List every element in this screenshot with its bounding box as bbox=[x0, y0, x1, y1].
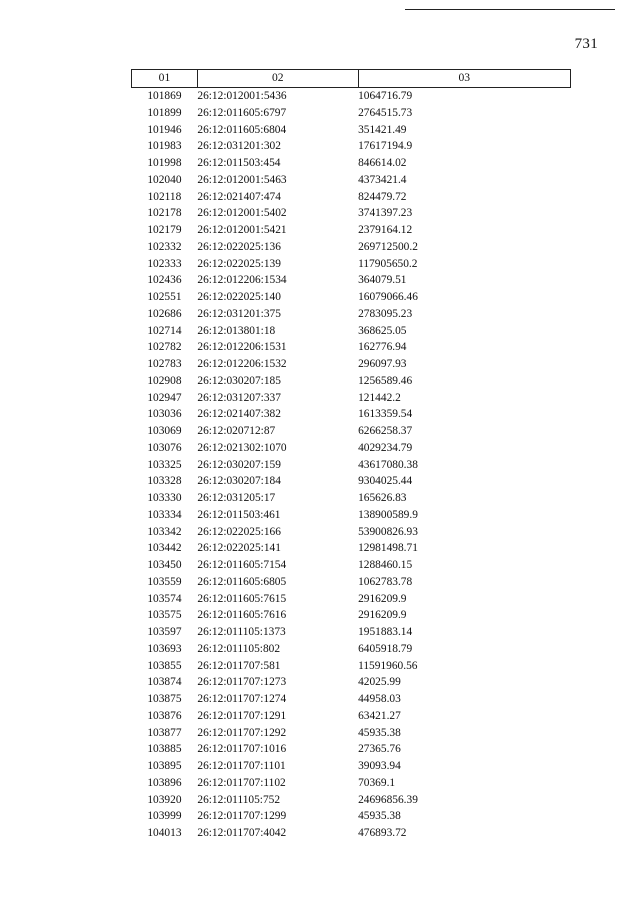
page-number: 731 bbox=[574, 36, 598, 52]
table-row bbox=[132, 607, 571, 624]
cell-cadastral-number: 26:12:022025:136 bbox=[197, 240, 281, 253]
cell-cadastral-number: 26:12:011707:1299 bbox=[197, 810, 287, 823]
cell-id: 101946 bbox=[147, 123, 182, 136]
cell-id: 102782 bbox=[147, 341, 182, 354]
data-table bbox=[131, 69, 571, 842]
cell-id: 103328 bbox=[147, 475, 182, 488]
cell-value: 368625.05 bbox=[358, 324, 407, 337]
cell-cadastral-number: 26:12:011105:1373 bbox=[197, 626, 286, 638]
cell-cadastral-number: 26:12:011707:1273 bbox=[197, 676, 287, 689]
cell-cadastral-number: 26:12:013801:18 bbox=[197, 324, 276, 337]
column-header-01: 01 bbox=[132, 70, 198, 88]
cell-value: 43617080.38 bbox=[358, 458, 418, 471]
cell-value: 3741397.23 bbox=[358, 207, 413, 220]
cell-cadastral-number: 26:12:011605:7616 bbox=[197, 609, 287, 622]
cell-value: 121442.2 bbox=[358, 391, 401, 404]
cell-cadastral-number: 26:12:011605:6805 bbox=[197, 575, 287, 588]
cell-cadastral-number: 26:12:011503:454 bbox=[197, 157, 281, 169]
table-row bbox=[132, 674, 571, 691]
cell-value: 9304025.44 bbox=[358, 475, 413, 488]
cell-cadastral-number: 26:12:012001:5402 bbox=[197, 207, 287, 220]
table-row bbox=[132, 825, 571, 842]
cell-id: 103597 bbox=[147, 626, 182, 638]
cell-cadastral-number: 26:12:011605:7154 bbox=[197, 559, 287, 571]
cell-cadastral-number: 26:12:012001:5463 bbox=[197, 173, 287, 186]
table-row bbox=[132, 775, 571, 792]
cell-value: 2764515.73 bbox=[358, 106, 413, 119]
cell-value: 44958.03 bbox=[358, 693, 401, 705]
table-row bbox=[132, 272, 571, 289]
cell-id: 102947 bbox=[147, 391, 182, 404]
cell-cadastral-number: 26:12:011707:1102 bbox=[197, 776, 286, 789]
cell-value: 17617194.9 bbox=[358, 140, 413, 153]
cell-id: 102714 bbox=[147, 324, 182, 337]
header-rule bbox=[405, 9, 615, 10]
cell-value: 27365.76 bbox=[358, 743, 401, 756]
cell-id: 103877 bbox=[147, 726, 182, 739]
cell-cadastral-number: 26:12:030207:185 bbox=[197, 374, 281, 387]
cell-id: 103920 bbox=[147, 793, 182, 806]
cell-cadastral-number: 26:12:011605:7615 bbox=[197, 592, 287, 605]
cell-value: 2379164.12 bbox=[358, 224, 413, 236]
cell-id: 101899 bbox=[147, 106, 182, 119]
table-row bbox=[132, 155, 571, 172]
table-row bbox=[132, 741, 571, 758]
table-row bbox=[132, 574, 571, 591]
cell-value: 16079066.46 bbox=[358, 291, 418, 303]
cell-value: 824479.72 bbox=[358, 190, 407, 203]
cell-value: 39093.94 bbox=[358, 760, 401, 772]
cell-cadastral-number: 26:12:011105:752 bbox=[197, 793, 281, 806]
table-row bbox=[132, 808, 571, 825]
cell-id: 101983 bbox=[147, 140, 182, 153]
cell-value: 1613359.54 bbox=[358, 408, 413, 421]
cell-value: 364079.51 bbox=[358, 274, 407, 287]
cell-value: 6266258.37 bbox=[358, 425, 413, 437]
cell-id: 103334 bbox=[147, 508, 182, 521]
table-row bbox=[132, 725, 571, 742]
cell-value: 70369.1 bbox=[358, 776, 396, 789]
cell-value: 53900826.93 bbox=[358, 525, 418, 538]
cell-id: 103450 bbox=[147, 559, 182, 571]
cell-value: 1064716.79 bbox=[358, 90, 413, 102]
cell-value: 1288460.15 bbox=[358, 559, 413, 571]
cell-cadastral-number: 26:12:011707:1101 bbox=[197, 760, 286, 772]
cell-value: 1256589.46 bbox=[358, 374, 413, 387]
table-row bbox=[132, 239, 571, 256]
table-row bbox=[132, 256, 571, 273]
cell-value: 165626.83 bbox=[358, 492, 407, 504]
cell-value: 4373421.4 bbox=[358, 173, 407, 186]
header-row bbox=[132, 70, 571, 88]
cell-id: 103575 bbox=[147, 609, 182, 622]
table-row bbox=[132, 591, 571, 608]
cell-value: 117905650.2 bbox=[358, 257, 418, 270]
table-body bbox=[132, 88, 571, 842]
cell-id: 101869 bbox=[147, 90, 182, 102]
cell-value: 162776.94 bbox=[358, 341, 407, 354]
cell-id: 103874 bbox=[147, 676, 182, 689]
column-header-02: 02 bbox=[197, 70, 358, 88]
cell-id: 104013 bbox=[147, 827, 182, 839]
cell-cadastral-number: 26:12:031201:302 bbox=[197, 140, 281, 153]
table-row bbox=[132, 356, 571, 373]
table-row bbox=[132, 122, 571, 139]
cell-id: 103885 bbox=[147, 743, 182, 756]
cell-value: 4029234.79 bbox=[358, 441, 413, 454]
table-row bbox=[132, 440, 571, 457]
cell-cadastral-number: 26:12:011707:1291 bbox=[197, 709, 287, 722]
table-row bbox=[132, 540, 571, 557]
cell-value: 1951883.14 bbox=[358, 626, 413, 638]
cell-value: 63421.27 bbox=[358, 709, 401, 722]
cell-id: 103442 bbox=[147, 542, 182, 555]
table-row bbox=[132, 88, 571, 105]
cell-id: 103896 bbox=[147, 776, 182, 789]
cell-id: 102333 bbox=[147, 257, 182, 270]
cell-cadastral-number: 26:12:022025:139 bbox=[197, 257, 281, 270]
cell-id: 103875 bbox=[147, 693, 182, 705]
cell-id: 103574 bbox=[147, 592, 182, 605]
cell-value: 45935.38 bbox=[358, 810, 401, 823]
table-row bbox=[132, 105, 571, 122]
cell-id: 103325 bbox=[147, 458, 182, 471]
table-row bbox=[132, 205, 571, 222]
table-row bbox=[132, 406, 571, 423]
cell-value: 2916209.9 bbox=[358, 592, 407, 605]
cell-cadastral-number: 26:12:011707:4042 bbox=[197, 827, 287, 839]
cell-cadastral-number: 26:12:022025:140 bbox=[197, 291, 281, 303]
cell-cadastral-number: 26:12:012001:5421 bbox=[197, 224, 287, 236]
cell-cadastral-number: 26:12:031205:17 bbox=[197, 492, 276, 504]
table-row bbox=[132, 289, 571, 306]
cell-cadastral-number: 26:12:030207:184 bbox=[197, 475, 281, 488]
cell-cadastral-number: 26:12:011707:1016 bbox=[197, 743, 287, 756]
cell-cadastral-number: 26:12:012206:1531 bbox=[197, 341, 287, 354]
cell-id: 102436 bbox=[147, 274, 182, 287]
table-row bbox=[132, 189, 571, 206]
cell-value: 476893.72 bbox=[358, 827, 407, 839]
table-header bbox=[132, 70, 571, 88]
cell-id: 102332 bbox=[147, 240, 182, 253]
cell-cadastral-number: 26:12:022025:141 bbox=[197, 542, 281, 555]
cell-cadastral-number: 26:12:011707:581 bbox=[197, 659, 281, 672]
table-row bbox=[132, 758, 571, 775]
table-row bbox=[132, 792, 571, 809]
cell-cadastral-number: 26:12:011605:6804 bbox=[197, 123, 287, 136]
cell-id: 102040 bbox=[147, 173, 182, 186]
cell-cadastral-number: 26:12:021407:382 bbox=[197, 408, 281, 421]
cell-cadastral-number: 26:12:031201:375 bbox=[197, 307, 281, 320]
table-row bbox=[132, 339, 571, 356]
cell-id: 102551 bbox=[147, 291, 182, 303]
cell-value: 351421.49 bbox=[358, 123, 407, 136]
cell-cadastral-number: 26:12:011707:1274 bbox=[197, 693, 287, 705]
cell-id: 103999 bbox=[147, 810, 182, 823]
table-row bbox=[132, 457, 571, 474]
cell-value: 11591960.56 bbox=[358, 659, 418, 672]
column-header-03: 03 bbox=[358, 70, 570, 88]
table-row bbox=[132, 557, 571, 574]
cell-value: 2783095.23 bbox=[358, 307, 413, 320]
cell-cadastral-number: 26:12:011605:6797 bbox=[197, 106, 287, 119]
cell-id: 102783 bbox=[147, 358, 182, 370]
table-row bbox=[132, 390, 571, 407]
cell-id: 103076 bbox=[147, 441, 182, 454]
cell-cadastral-number: 26:12:011503:461 bbox=[197, 508, 281, 521]
cell-value: 2916209.9 bbox=[358, 609, 407, 622]
cell-id: 103069 bbox=[147, 425, 182, 437]
cell-value: 12981498.71 bbox=[358, 542, 418, 555]
cell-id: 103036 bbox=[147, 408, 182, 421]
cell-value: 6405918.79 bbox=[358, 642, 413, 655]
cell-cadastral-number: 26:12:030207:159 bbox=[197, 458, 281, 471]
table-row bbox=[132, 172, 571, 189]
cell-value: 846614.02 bbox=[358, 157, 407, 169]
cell-cadastral-number: 26:12:020712:87 bbox=[197, 425, 276, 437]
cell-value: 296097.93 bbox=[358, 358, 407, 370]
table-row bbox=[132, 473, 571, 490]
cell-cadastral-number: 26:12:021302:1070 bbox=[197, 441, 287, 454]
cell-value: 138900589.9 bbox=[358, 508, 418, 521]
cell-id: 103895 bbox=[147, 760, 182, 772]
cell-cadastral-number: 26:12:022025:166 bbox=[197, 525, 281, 538]
cell-value: 45935.38 bbox=[358, 726, 401, 739]
table-row bbox=[132, 641, 571, 658]
cell-cadastral-number: 26:12:012206:1534 bbox=[197, 274, 287, 287]
cell-id: 102908 bbox=[147, 374, 182, 387]
cell-id: 102686 bbox=[147, 307, 182, 320]
cell-value: 42025.99 bbox=[358, 676, 401, 689]
cell-id: 103342 bbox=[147, 525, 182, 538]
table-row bbox=[132, 138, 571, 155]
cell-id: 103693 bbox=[147, 642, 182, 655]
table-row bbox=[132, 323, 571, 340]
table-row bbox=[132, 490, 571, 507]
table-row bbox=[132, 691, 571, 708]
table-row bbox=[132, 373, 571, 390]
table-row bbox=[132, 524, 571, 541]
cell-cadastral-number: 26:12:031207:337 bbox=[197, 391, 281, 404]
cell-cadastral-number: 26:12:012206:1532 bbox=[197, 358, 287, 370]
cell-value: 269712500.2 bbox=[358, 240, 418, 253]
table-row bbox=[132, 306, 571, 323]
cell-id: 102179 bbox=[147, 224, 182, 236]
cell-cadastral-number: 26:12:012001:5436 bbox=[197, 90, 287, 102]
cell-id: 103855 bbox=[147, 659, 182, 672]
cell-id: 101998 bbox=[147, 157, 182, 169]
table-row bbox=[132, 658, 571, 675]
cell-id: 103559 bbox=[147, 575, 182, 588]
table-row bbox=[132, 708, 571, 725]
cell-id: 103876 bbox=[147, 709, 182, 722]
cell-id: 103330 bbox=[147, 492, 182, 504]
table-row bbox=[132, 624, 571, 641]
cell-cadastral-number: 26:12:011105:802 bbox=[197, 642, 281, 655]
table-row bbox=[132, 423, 571, 440]
table-row bbox=[132, 507, 571, 524]
cell-id: 102118 bbox=[147, 190, 182, 203]
table-row bbox=[132, 222, 571, 239]
cell-cadastral-number: 26:12:021407:474 bbox=[197, 190, 281, 203]
cell-id: 102178 bbox=[147, 207, 182, 220]
cell-value: 1062783.78 bbox=[358, 575, 413, 588]
cell-cadastral-number: 26:12:011707:1292 bbox=[197, 726, 287, 739]
cell-value: 24696856.39 bbox=[358, 793, 418, 806]
